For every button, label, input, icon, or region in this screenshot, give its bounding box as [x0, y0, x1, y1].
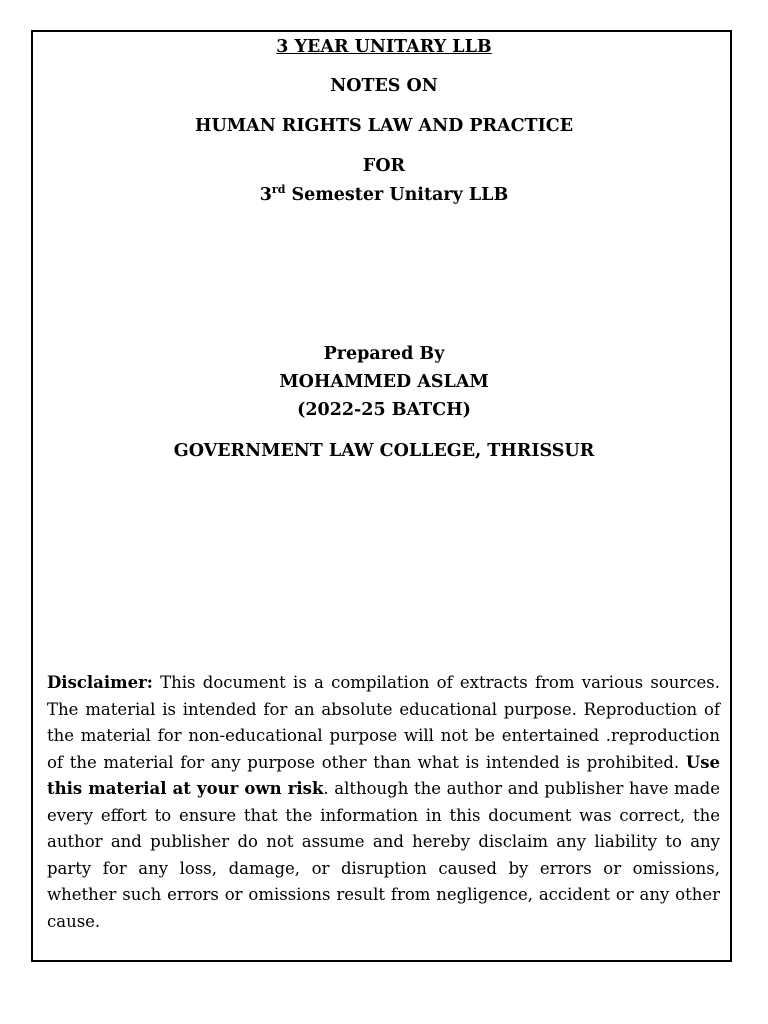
college-name: GOVERNMENT LAW COLLEGE, THRISSUR	[173, 441, 595, 461]
semester-ordinal: rd	[271, 183, 286, 197]
notes-on-heading: NOTES ON	[330, 76, 438, 96]
prepared-by-label: Prepared By	[323, 344, 445, 364]
disclaimer-text-part-2: . although the author and publisher have made every effort to ensure that the information in this document was correct, the author and publisher do not assume and hereby disclaim any liability to any party for any loss, damage, or disruption caused by errors or omissions, whether such errors or omissions result from negligence, accident or any other cause.	[47, 779, 720, 931]
disclaimer-text-part-1: This document is a compilation of extracts from various sources. The material is intended for an absolute educational purpose. Reproduction of the material for non-educational purpose will not be entertained .reproduction of the material for any purpose other than what is intended is prohibited.	[47, 673, 720, 772]
disclaimer-label: Disclaimer:	[47, 673, 153, 692]
subject-title: HUMAN RIGHTS LAW AND PRACTICE	[194, 116, 574, 136]
for-heading: FOR	[362, 156, 406, 176]
disclaimer-emphasis: Use this material at your own risk	[47, 752, 720, 798]
semester-number: 3	[259, 185, 272, 205]
author-name: MOHAMMED ASLAM	[279, 372, 489, 392]
course-title: 3 YEAR UNITARY LLB	[276, 37, 492, 57]
disclaimer-paragraph	[47, 670, 720, 935]
semester-rest: Semester Unitary LLB	[285, 185, 509, 205]
batch-label: (2022-25 BATCH)	[297, 400, 471, 420]
semester-line	[0, 183, 768, 207]
